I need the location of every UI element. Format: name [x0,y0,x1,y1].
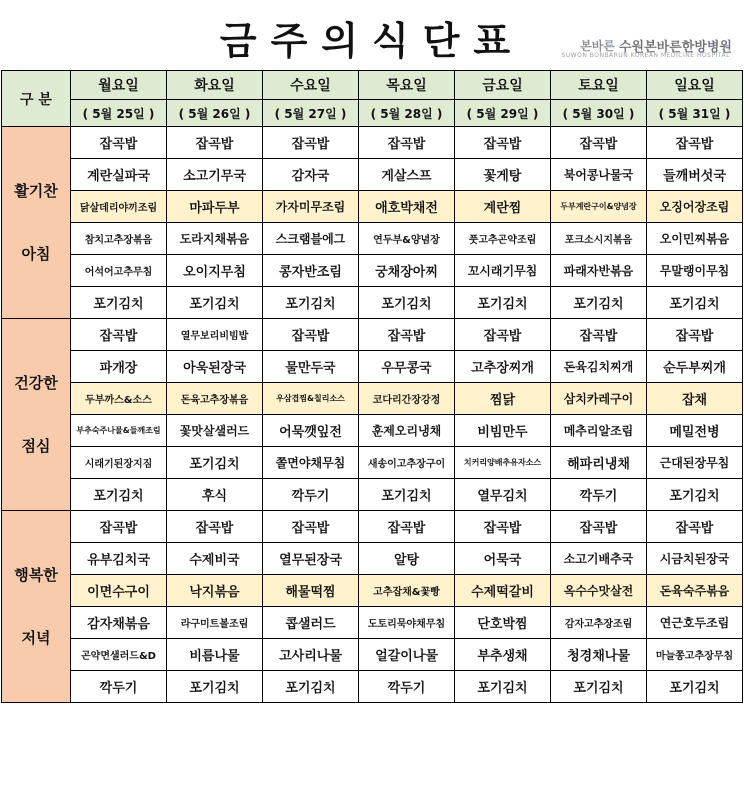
menu-cell: 포기김치 [359,287,455,319]
menu-cell: 포기김치 [167,447,263,479]
menu-cell: 후식 [167,479,263,511]
menu-cell: 파래자반볶음 [551,255,647,287]
day-header-thu: 목요일 [359,71,455,100]
menu-cell: 열무김치 [455,479,551,511]
menu-cell: 궁채장아찌 [359,255,455,287]
menu-cell: 잡곡밥 [71,511,167,543]
menu-cell: 삼치카레구이 [551,383,647,415]
menu-cell: 닭살데리야끼조림 [71,191,167,223]
day-header-sat: 토요일 [551,71,647,100]
meal-label-top: 활기찬 [14,182,58,200]
date-header-mon: ( 5월 25일 ) [71,100,167,127]
menu-cell: 계란찜 [455,191,551,223]
hospital-name: 수원본바른한방병원 [618,40,732,55]
menu-cell: 잡곡밥 [359,511,455,543]
menu-row [2,255,743,287]
menu-cell: 어묵깻잎전 [263,415,359,447]
day-header-tue: 화요일 [167,71,263,100]
menu-cell: 메추리알조림 [551,415,647,447]
menu-cell: 찜닭 [455,383,551,415]
menu-cell: 계란실파국 [71,159,167,191]
day-header-sun: 일요일 [647,71,743,100]
menu-cell: 잡곡밥 [455,511,551,543]
date-header-sun: ( 5월 31일 ) [647,100,743,127]
menu-cell: 낙지볶음 [167,575,263,607]
menu-cell: 포기김치 [71,287,167,319]
menu-cell: 포기김치 [167,287,263,319]
menu-cell: 깍두기 [551,479,647,511]
menu-cell: 파개장 [71,351,167,383]
menu-cell: 비름나물 [167,639,263,671]
menu-cell: 들깨버섯국 [647,159,743,191]
menu-cell: 잡곡밥 [263,127,359,159]
menu-cell: 꽃맛살샐러드 [167,415,263,447]
menu-cell: 콥샐러드 [263,607,359,639]
menu-cell: 잡곡밥 [71,319,167,351]
menu-cell: 잡곡밥 [551,319,647,351]
menu-row [2,191,743,223]
page-title: 금주의식단표 [219,19,525,63]
menu-cell: 비빔만두 [455,415,551,447]
menu-cell: 포기김치 [647,287,743,319]
menu-cell: 포기김치 [263,671,359,703]
menu-cell: 감자국 [263,159,359,191]
menu-cell: 잡채 [647,383,743,415]
menu-row [2,607,743,639]
menu-cell: 도라지채볶음 [167,223,263,255]
menu-cell: 잡곡밥 [263,319,359,351]
meal-label-top: 행복한 [14,566,58,584]
menu-cell: 잡곡밥 [455,319,551,351]
menu-cell: 우삼겹찜&칠리소스 [263,383,359,415]
date-header-row [2,100,743,127]
menu-cell: 어묵국 [455,543,551,575]
menu-cell: 아욱된장국 [167,351,263,383]
menu-cell: 애호박채전 [359,191,455,223]
menu-cell: 돈육고추장볶음 [167,383,263,415]
weekly-menu-table [1,70,743,703]
meal-label-dinner [2,511,71,703]
menu-cell: 수제비국 [167,543,263,575]
menu-cell: 감자채볶음 [71,607,167,639]
menu-cell: 잡곡밥 [647,127,743,159]
menu-cell: 쫄면야채무침 [263,447,359,479]
menu-cell: 단호박찜 [455,607,551,639]
menu-cell: 참치고추장볶음 [71,223,167,255]
menu-cell: 오징어장조림 [647,191,743,223]
menu-cell: 포기김치 [359,479,455,511]
menu-cell: 수제떡갈비 [455,575,551,607]
menu-cell: 잡곡밥 [551,511,647,543]
meal-label-breakfast [2,127,71,319]
menu-cell: 고사리나물 [263,639,359,671]
menu-row [2,223,743,255]
meal-label-bottom: 저녁 [21,628,51,647]
menu-cell: 해물떡찜 [263,575,359,607]
menu-row [2,287,743,319]
menu-cell: 꼬시래기무침 [455,255,551,287]
menu-row [2,383,743,415]
menu-cell: 잡곡밥 [167,127,263,159]
menu-cell: 옥수수맛살전 [551,575,647,607]
menu-cell: 물만두국 [263,351,359,383]
menu-cell: 청경채나물 [551,639,647,671]
menu-cell: 고추장찌개 [455,351,551,383]
menu-cell: 꽃게탕 [455,159,551,191]
date-header-tue: ( 5월 26일 ) [167,100,263,127]
menu-cell: 풋고추곤약조림 [455,223,551,255]
menu-cell: 도토리묵야채무침 [359,607,455,639]
menu-cell: 라구미트볼조림 [167,607,263,639]
menu-cell: 감자고추장조림 [551,607,647,639]
menu-cell: 깍두기 [263,479,359,511]
menu-cell: 메밀전병 [647,415,743,447]
menu-cell: 해파리냉채 [551,447,647,479]
menu-cell: 잡곡밥 [551,127,647,159]
menu-cell: 깍두기 [359,671,455,703]
menu-cell: 잡곡밥 [359,127,455,159]
menu-cell: 치커리양배추유자소스 [455,447,551,479]
meal-label-top: 건강한 [14,374,58,392]
menu-cell: 콩자반조림 [263,255,359,287]
menu-cell: 코다리간장강정 [359,383,455,415]
menu-row [2,319,743,351]
date-header-sat: ( 5월 30일 ) [551,100,647,127]
menu-cell: 소고기배추국 [551,543,647,575]
menu-cell: 포기김치 [455,671,551,703]
menu-cell: 잡곡밥 [647,319,743,351]
menu-cell: 무말랭이무침 [647,255,743,287]
day-header-mon: 월요일 [71,71,167,100]
menu-cell: 부추생채 [455,639,551,671]
menu-row [2,127,743,159]
menu-cell: 이면수구이 [71,575,167,607]
menu-row [2,511,743,543]
menu-cell: 두부계란구이&양념장 [551,191,647,223]
menu-cell: 잡곡밥 [263,511,359,543]
day-header-wed: 수요일 [263,71,359,100]
day-header-row [2,71,743,100]
menu-cell: 마늘쫑고추장무침 [647,639,743,671]
menu-cell: 잡곡밥 [359,319,455,351]
menu-cell: 소고기무국 [167,159,263,191]
hospital-english-name: SUWON BONBARUN KOREAN MEDICINE HOSPITAL [561,52,730,59]
menu-cell: 열무보리비빔밥 [167,319,263,351]
menu-cell: 포기김치 [167,671,263,703]
menu-cell: 포기김치 [263,287,359,319]
menu-cell: 잡곡밥 [71,127,167,159]
menu-row [2,159,743,191]
menu-cell: 잡곡밥 [647,511,743,543]
menu-cell: 돈육김치찌개 [551,351,647,383]
menu-cell: 돈육숙주볶음 [647,575,743,607]
menu-row [2,351,743,383]
menu-row [2,479,743,511]
menu-row [2,447,743,479]
meal-label-bottom: 아침 [21,244,51,263]
menu-cell: 마파두부 [167,191,263,223]
menu-cell: 훈제오리냉채 [359,415,455,447]
menu-cell: 알탕 [359,543,455,575]
menu-cell: 어석어고추무침 [71,255,167,287]
menu-cell: 오이민찌볶음 [647,223,743,255]
menu-cell: 잡곡밥 [167,511,263,543]
date-header-thu: ( 5월 28일 ) [359,100,455,127]
menu-cell: 북어콩나물국 [551,159,647,191]
page-header [0,0,744,70]
date-header-wed: ( 5월 27일 ) [263,100,359,127]
menu-row [2,415,743,447]
menu-cell: 새송이고추장구이 [359,447,455,479]
menu-cell: 오이지무침 [167,255,263,287]
menu-cell: 유부김치국 [71,543,167,575]
menu-row [2,671,743,703]
menu-cell: 시래기된장지짐 [71,447,167,479]
menu-cell: 포기김치 [71,479,167,511]
date-header-fri: ( 5월 29일 ) [455,100,551,127]
menu-cell: 잡곡밥 [455,127,551,159]
menu-cell: 근대된장무침 [647,447,743,479]
menu-cell: 고추잡채&꽃빵 [359,575,455,607]
meal-label-bottom: 점심 [21,436,51,455]
menu-cell: 포크소시지볶음 [551,223,647,255]
logo-mark: 본바른 [580,39,615,53]
menu-cell: 연두부&양념장 [359,223,455,255]
menu-cell: 포기김치 [551,671,647,703]
menu-cell: 두부까스&소스 [71,383,167,415]
menu-cell: 포기김치 [647,671,743,703]
menu-cell: 포기김치 [551,287,647,319]
menu-cell: 시금치된장국 [647,543,743,575]
menu-row [2,575,743,607]
menu-cell: 얼갈이나물 [359,639,455,671]
menu-cell: 포기김치 [455,287,551,319]
menu-row [2,543,743,575]
menu-cell: 가자미무조림 [263,191,359,223]
menu-cell: 곤약면샐러드&D [71,639,167,671]
day-header-fri: 금요일 [455,71,551,100]
meal-label-lunch [2,319,71,511]
menu-cell: 깍두기 [71,671,167,703]
menu-cell: 열무된장국 [263,543,359,575]
menu-cell: 순두부찌개 [647,351,743,383]
menu-cell: 부추숙주나물&들깨조림 [71,415,167,447]
menu-row [2,639,743,671]
menu-cell: 포기김치 [647,479,743,511]
menu-cell: 연근호두조림 [647,607,743,639]
menu-cell: 우무콩국 [359,351,455,383]
menu-cell: 게살스프 [359,159,455,191]
gubun-header: 구 분 [2,71,71,127]
menu-cell: 스크램블에그 [263,223,359,255]
